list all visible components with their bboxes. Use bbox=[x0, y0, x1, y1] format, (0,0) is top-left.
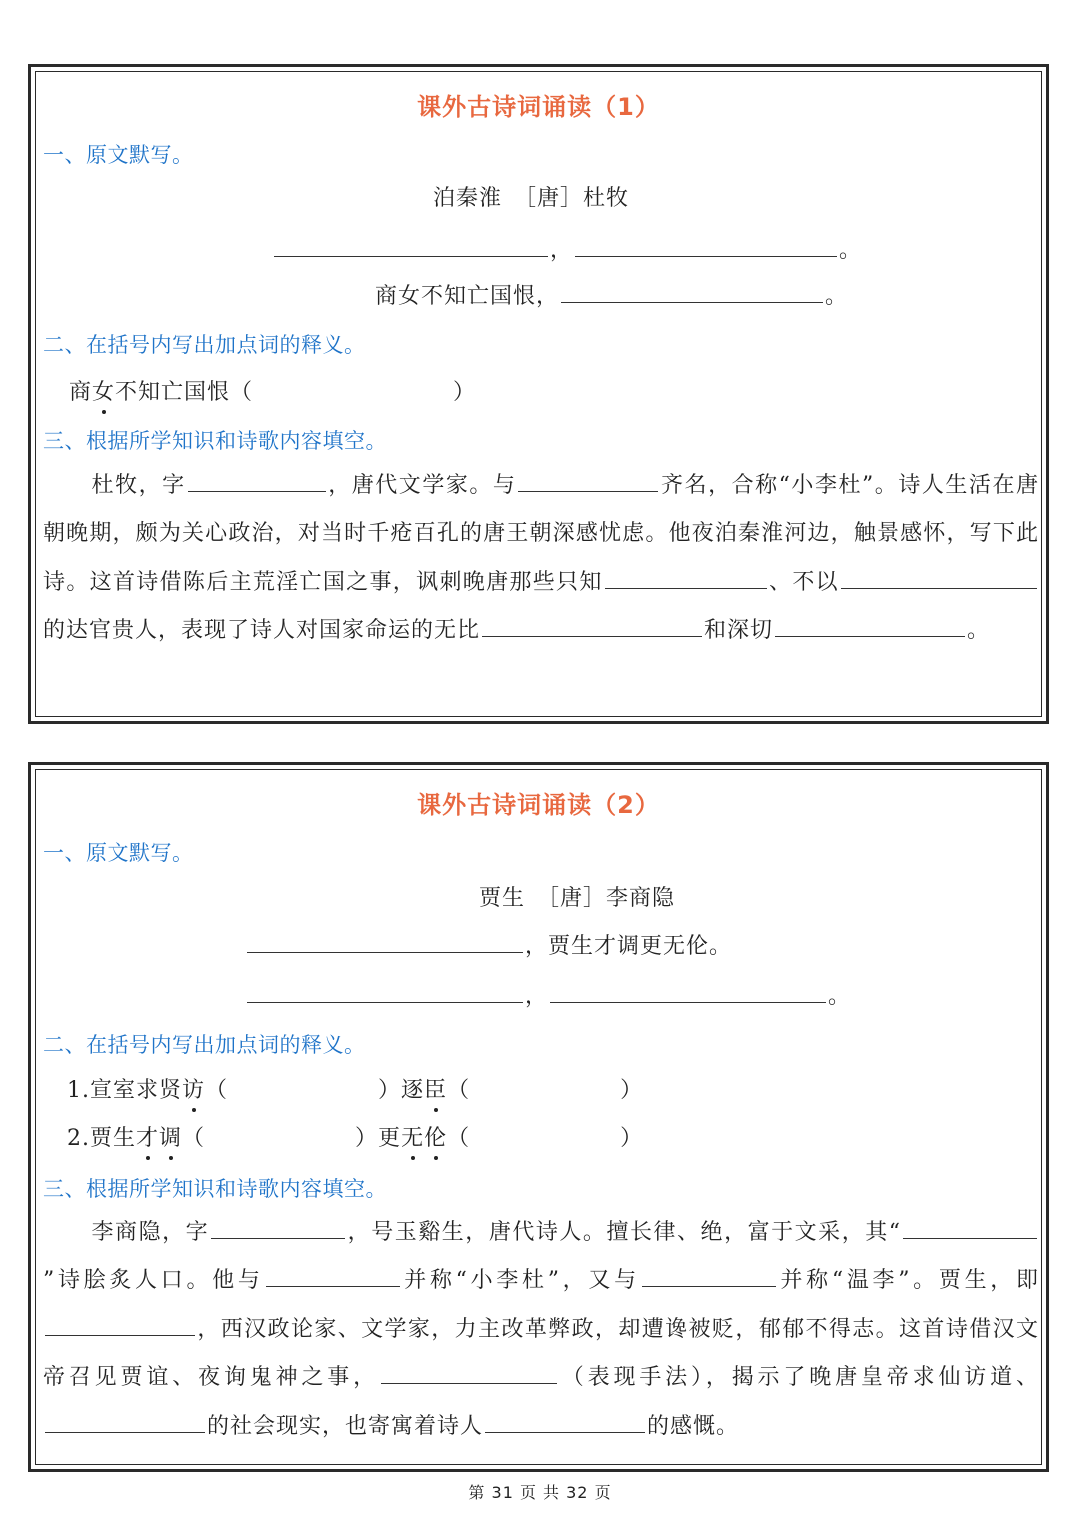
answer-blank[interactable] bbox=[775, 613, 965, 637]
definition-question-1: 1.宣室求贤访（ ）逐臣（ ） bbox=[67, 1078, 644, 1103]
dotted-character: 女 bbox=[92, 380, 116, 405]
part2-heading: 二、在括号内写出加点词的释义。 bbox=[43, 333, 366, 357]
part1-heading: 一、原文默写。 bbox=[43, 143, 194, 167]
recite-line-1: ，贾生才调更无伦。 bbox=[245, 929, 732, 960]
dotted-character: 无 bbox=[401, 1126, 425, 1151]
answer-blank[interactable] bbox=[381, 1360, 557, 1384]
answer-blank[interactable] bbox=[45, 1409, 205, 1433]
answer-blank[interactable] bbox=[841, 565, 1037, 589]
part3-heading: 三、根据所学知识和诗歌内容填空。 bbox=[43, 1177, 387, 1201]
part3-heading: 三、根据所学知识和诗歌内容填空。 bbox=[43, 429, 387, 453]
exercise-box-1 bbox=[28, 64, 1049, 724]
answer-blank[interactable] bbox=[550, 979, 826, 1003]
dotted-character: 伦 bbox=[424, 1126, 448, 1151]
answer-blank[interactable] bbox=[518, 468, 658, 492]
answer-blank[interactable] bbox=[211, 1215, 345, 1239]
answer-blank[interactable] bbox=[575, 233, 837, 257]
fill-in-paragraph: 杜牧，字 ，唐代文学家。与 齐名，合称“小李杜”。诗人生活在唐朝晚期，颇为关心政治，对当时千疮百孔的唐王朝深感忧虑。他夜泊秦淮河边，触景感怀，写下此诗。这首诗借陈后主荒淫亡国之事，讽刺晚唐那些只知 、不以的达官贵人，表现了诗人对国家命运的无比 和深切 。 bbox=[43, 462, 1039, 656]
definition-question: 商女不知亡国恨（ ） bbox=[69, 380, 477, 405]
answer-blank[interactable] bbox=[482, 613, 702, 637]
part2-heading: 二、在括号内写出加点词的释义。 bbox=[43, 1033, 366, 1057]
fill-in-paragraph: 李商隐，字 ，号玉谿生，唐代诗人。擅长律、绝，富于文采，其“”诗脍炙人口。他与 并称“小李杜”，又与 并称“温李”。贾生，即，西汉政论家、文学家，力主改革弊政，却遭谗被贬，郁郁不得志。这首诗借汉文帝召见贾谊、夜询鬼神之事， （表现手法），揭示了晚唐皇帝求仙访道、的社会现实，也寄寓着诗人 的感慨。 bbox=[43, 1209, 1039, 1451]
answer-blank[interactable] bbox=[605, 565, 767, 589]
recite-line-2: 商女不知亡国恨， 。 bbox=[375, 279, 848, 310]
answer-blank[interactable] bbox=[45, 1312, 195, 1336]
definition-question-2: 2.贾生才调（ ）更无伦（ ） bbox=[67, 1126, 644, 1151]
answer-blank[interactable] bbox=[266, 1263, 400, 1287]
recite-line-1: ， 。 bbox=[272, 233, 862, 264]
recite-line-2: ， 。 bbox=[245, 979, 851, 1010]
dotted-character: 臣 bbox=[424, 1078, 448, 1103]
dotted-character: 访 bbox=[182, 1078, 206, 1103]
page-number: 第 31 页 共 32 页 bbox=[468, 1483, 612, 1502]
part1-heading: 一、原文默写。 bbox=[43, 841, 194, 865]
dotted-character: 才 bbox=[136, 1126, 160, 1151]
answer-blank[interactable] bbox=[247, 979, 523, 1003]
exercise-box-2 bbox=[28, 762, 1049, 1472]
answer-blank[interactable] bbox=[561, 279, 823, 303]
section-title: 课外古诗词诵读（2） bbox=[417, 791, 660, 819]
answer-blank[interactable] bbox=[188, 468, 326, 492]
poem-title: 泊秦淮 ［唐］杜牧 bbox=[433, 186, 630, 211]
answer-blank[interactable] bbox=[903, 1215, 1037, 1239]
answer-blank[interactable] bbox=[274, 233, 548, 257]
answer-blank[interactable] bbox=[485, 1409, 645, 1433]
section-title: 课外古诗词诵读（1） bbox=[417, 93, 660, 121]
dotted-character: 调 bbox=[159, 1126, 183, 1151]
poem-title: 贾生 ［唐］李商隐 bbox=[479, 886, 676, 911]
answer-blank[interactable] bbox=[642, 1263, 776, 1287]
answer-blank[interactable] bbox=[247, 929, 523, 953]
